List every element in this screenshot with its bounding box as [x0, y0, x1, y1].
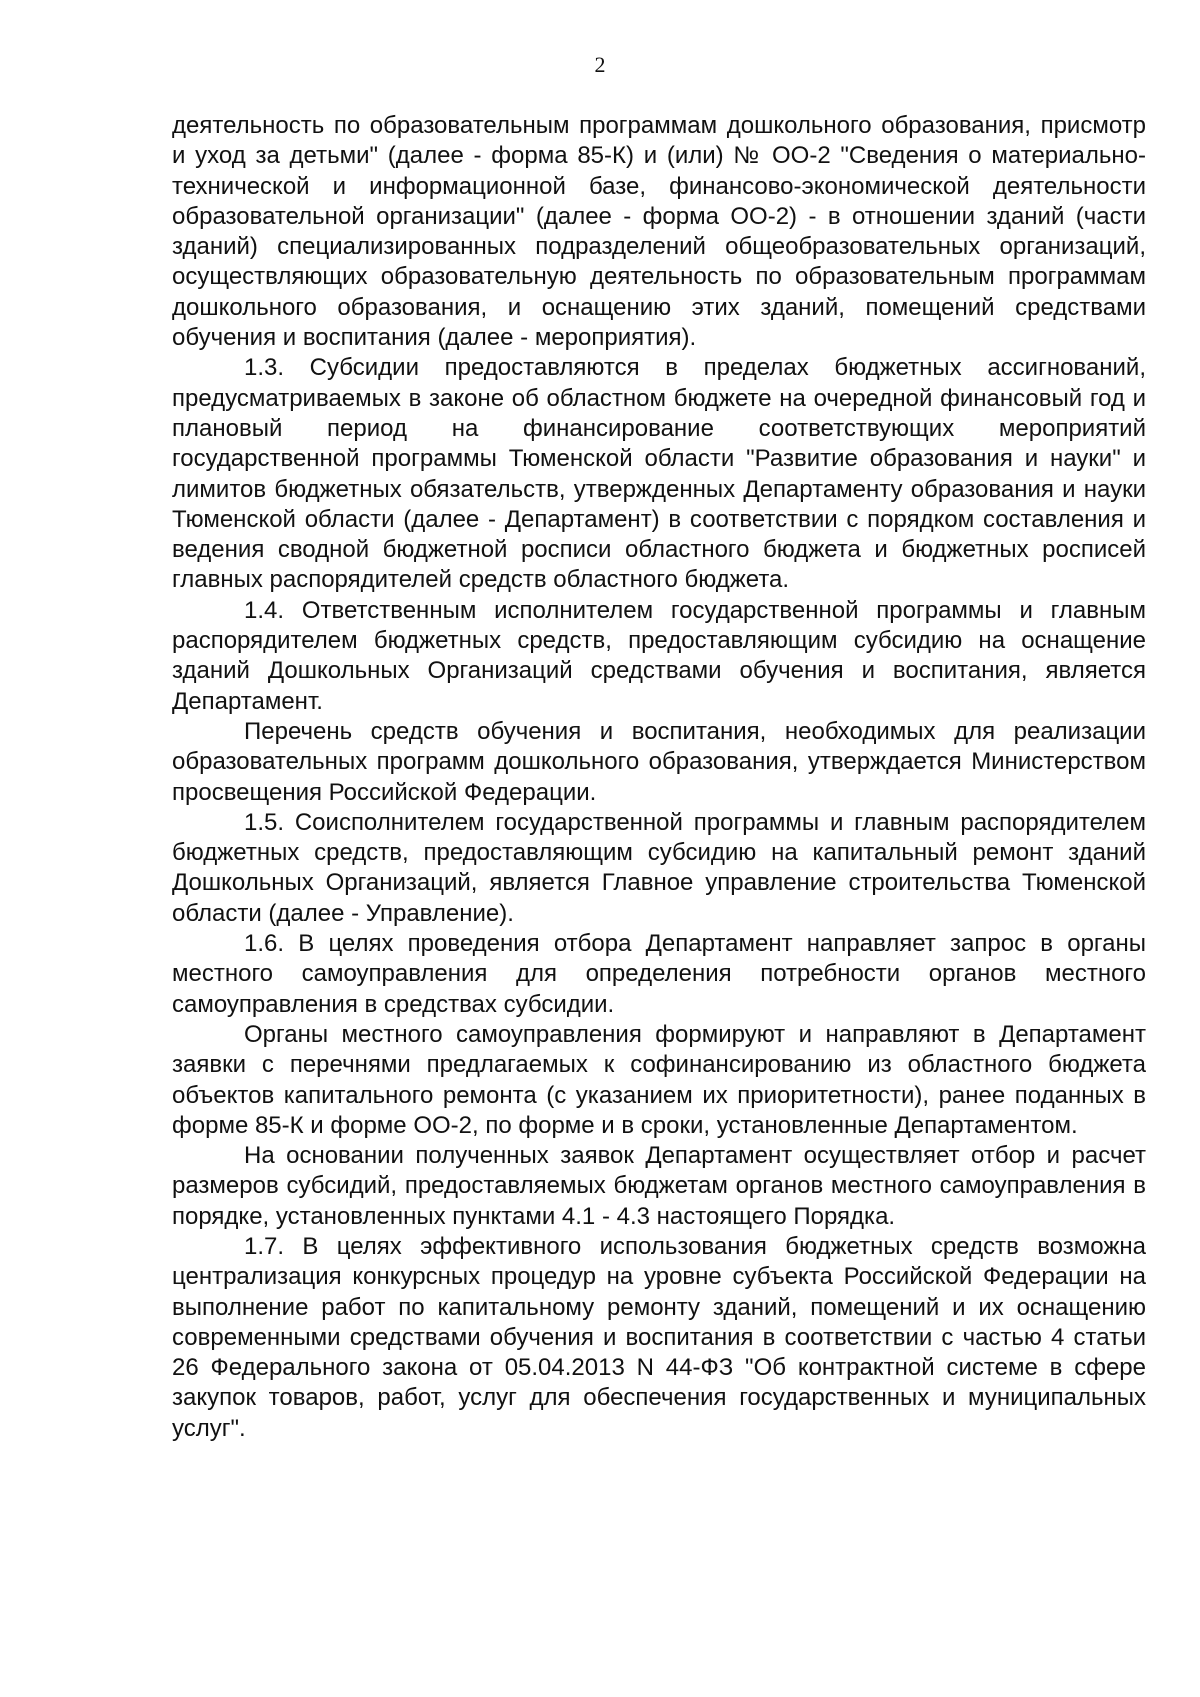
paragraph-1-6: 1.6. В целях проведения отбора Департамент направляет запрос в органы местного самоуправления для определения потребности органов местного самоуправления в средствах субсидии.: [172, 930, 1146, 1018]
paragraph-1-4: 1.4. Ответственным исполнителем государственной программы и главным распорядителем бюджетных средств, предоставляющим субсидию на оснащение зданий Дошкольных Организаций средствами обучения и воспитания, является Департамент.: [172, 596, 1146, 715]
paragraph-1-3: 1.3. Субсидии предоставляются в пределах бюджетных ассигнований, предусматриваемых в законе об областном бюджете на очередной финансовый год и плановый период на финансирование соответствующих мероприятий государственной программы Тюменской области "Развитие образования и науки" и лимитов бюджетных обязательств, утвержденных Департаменту образования и науки Тюменской области (далее - Департамент) в соответствии с порядком составления и ведения сводной бюджетной росписи областного бюджета и бюджетных росписей главных распорядителей средств областного бюджета.: [172, 354, 1146, 594]
paragraph-1-7: 1.7. В целях эффективного использования бюджетных средств возможна централизация конкурсных процедур на уровне субъекта Российской Федерации на выполнение работ по капитальному ремонту зданий, помещений и их оснащению современными средствами обучения и воспитания в соответствии с частью 4 статьи 26 Федерального закона от 05.04.2013 N 44-ФЗ "Об контрактной системе в сфере закупок товаров, работ, услуг для обеспечения государственных и муниципальных услуг".: [172, 1232, 1146, 1442]
paragraph-1-5: 1.5. Соисполнителем государственной программы и главным распорядителем бюджетных средств, предоставляющим субсидию на капитальный ремонт зданий Дошкольных Организаций, является Главное управление строительства Тюменской области (далее - Управление).: [172, 808, 1146, 927]
page-number: 2: [594, 52, 606, 77]
paragraph-continuation: деятельность по образовательным программам дошкольного образования, присмотр и уход за детьми" (далее - форма 85-К) и (или) № ОО-2 "Сведения о материально-технической и информационной базе, финансово-экономической деятельности образовательной организации" (далее - форма ОО-2) - в отношении зданий (части зданий) специализированных подразделений общеобразовательных организаций, осуществляющих образовательную деятельность по образовательным программам дошкольного образования, и оснащению этих зданий, помещений средствами обучения и воспитания (далее - мероприятия).: [172, 112, 1146, 352]
document-body: [172, 111, 1146, 1444]
paragraph-1-6-selection: На основании полученных заявок Департамент осуществляет отбор и расчет размеров субсидий, предоставляемых бюджетам органов местного самоуправления в порядке, установленных пунктами 4.1 - 4.3 настоящего Порядка.: [172, 1142, 1146, 1230]
paragraph-1-4-equipment-list: Перечень средств обучения и воспитания, необходимых для реализации образовательных программ дошкольного образования, утверждается Министерством просвещения Российской Федерации.: [172, 717, 1146, 806]
paragraph-1-6-applications: Органы местного самоуправления формируют и направляют в Департамент заявки с перечнями предлагаемых к софинансированию из областного бюджета объектов капитального ремонта (с указанием их приоритетности), ранее поданных в форме 85-К и форме ОО-2, по форме и в сроки, установленные Департаментом.: [172, 1020, 1146, 1139]
